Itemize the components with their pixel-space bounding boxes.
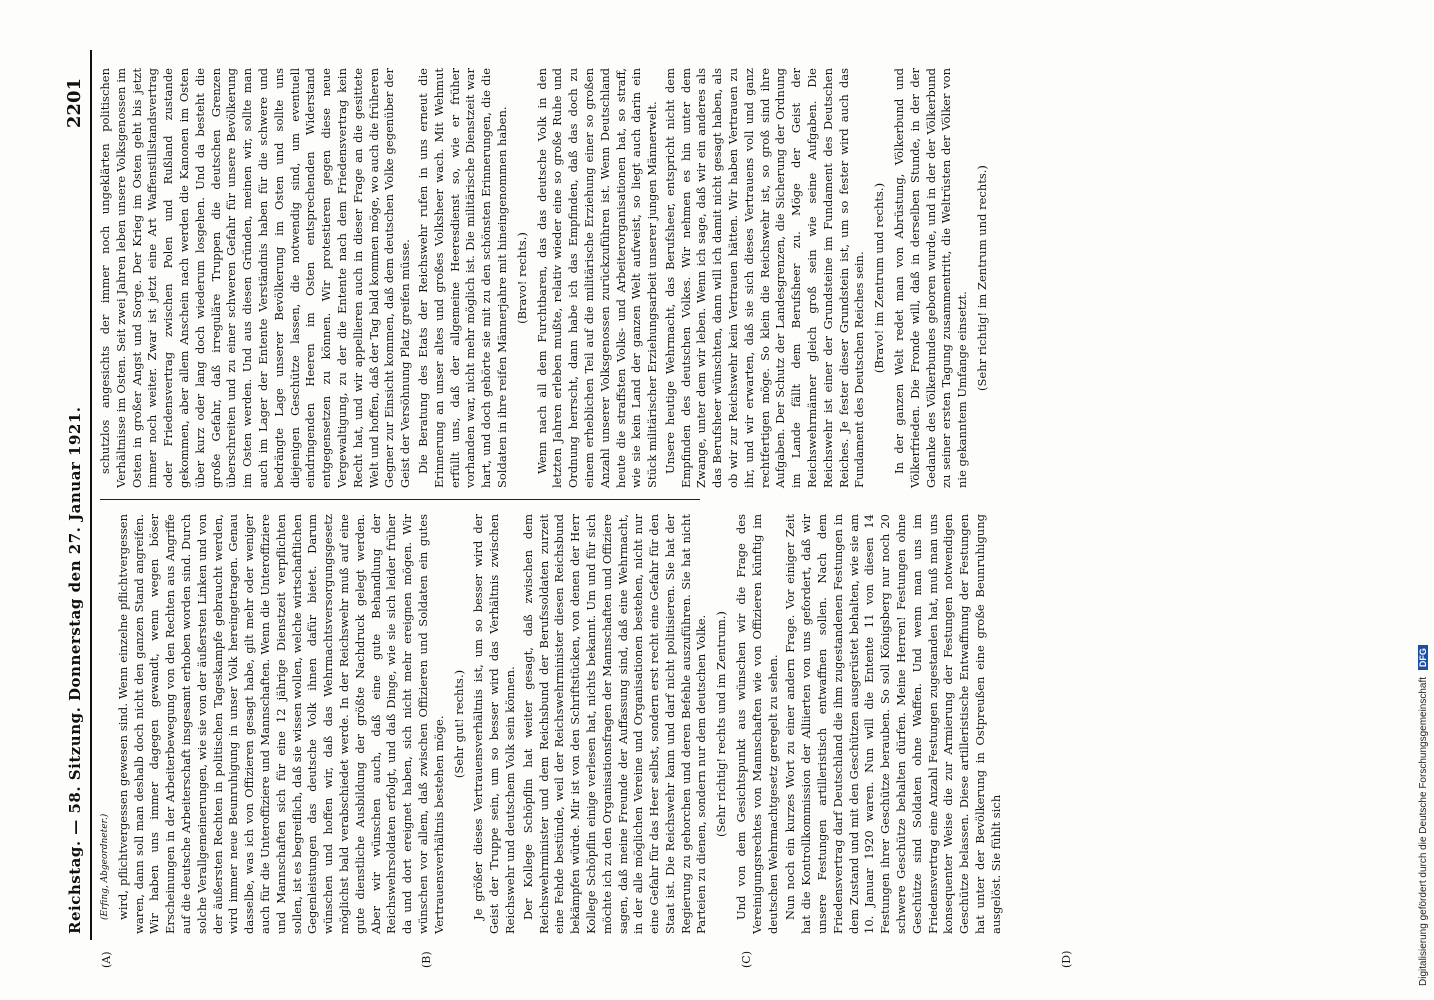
- paragraph: wird, pflichtvergessen gewesen sind. Wenn einzelne pflichtvergessen waren, dann soll man deshalb doch nicht den ganzen Stand angreifen. Wir haben uns immer dagegen gewandt, wenn wegen böser Erscheinungen in der Arbeiterbewegung von den Rechten aus Angriffe auf die deutsche Arbeiterschaft insgesamt erhoben worden sind. Durch solche Verallgemeinerungen, wie sie von der äußersten Linken und von der äußersten Rechten in politischen Tageskampfe gebraucht werden, wird immer neue Beunruhigung in unser Volk hereingetragen. Genau dasselbe, was ich von Offizieren gesagt habe, gilt mehr oder weniger auch für die Unteroffiziere und Mannschaften. Wenn die Unteroffiziere und Mannschaften sich für eine 12 jährige Dienstzeit verpflichten sollen, ist es begreiflich, daß sie wissen wollen, welche wirtschaftlichen Gegenleistungen das deutsche Volk ihnen dafür bietet. Darum wünschen und hoffen wir, daß das Wehrmachtsversorgungsgesetz möglichst bald verabschiedet werde. In der Reichswehr muß auf eine gute dienstliche Ausbildung der größte Nachdruck gelegt werden. Aber wir wünschen auch, daß eine gute Behandlung der Reichswehrsoldaten erfolgt, und daß Dinge, wie sie sich leider früher da und dort ereignet haben, sich nicht mehr ereignen mögen. Wir wünschen vor allem, daß zwischen Offizieren und Soldaten ein gutes Vertrauensverhältnis bestehen möge.: [115, 514, 446, 934]
- paragraph: Wenn nach all dem Furchtbaren, das das deutsche Volk in den letzten Jahren erleben mußte, relativ wieder eine so große Ruhe und Ordnung herrscht, dann habe ich das Empfinden, daß das doch zu einem erheblichen Teil auf die militärische Erziehung einer so großen Anzahl unserer Volksgenossen zurückzuführen ist. Wenn Deutschland heute die straffsten Volks- und Arbeiterorganisationen hat, so straff, wie sie kein Land der ganzen Welt aufweist, so liegt auch darin ein Stück militärischer Erziehungsarbeit unserer jungen Männerwelt.: [534, 68, 660, 488]
- paragraph: Je größer dieses Vertrauensverhältnis ist, um so besser wird der Geist der Truppe sein, um so besser wird das Verhältnis zwischen Reichswehr und deutschem Volk sein können.: [471, 514, 517, 934]
- paragraph: Unsere heutige Wehrmacht, das Berufsheer, entspricht nicht dem Empfinden des deutschen Volkes. Wir nehmen es hin unter dem Zwange, unter dem wir leben. Wenn ich sage, daß wir ein anderes als das Berufsheer wünschten, dann will ich damit nicht gesagt haben, als ob wir zur Reichswehr kein Vertrauen hätten. Wir haben Vertrauen zu ihr, und wir erwarten, daß sie sich dieses Vertrauens voll und ganz rechtfertigen möge. So klein die Reichswehr ist, so groß sind ihre Aufgaben. Der Schutz der Landesgrenzen, die Sicherung der Ordnung im Lande fällt dem Berufsheer zu. Möge der Geist der Reichswehrmänner gleich groß sein wie seine Aufgaben. Die Reichswehr ist einer der Grundsteine im Fundament des Deutschen Reiches. Je fester dieser Grundstein ist, um so fester wird auch das Fundament des Deutschen Reiches sein.: [662, 68, 867, 488]
- paragraph: Und von dem Gesichtspunkt aus wünschen wir die Frage des Vereinigungsrechtes von Mannschaften wie von Offizieren künftig im deutschen Wehrmachtgesetz geregelt zu sehen.: [734, 514, 780, 934]
- interjection: (Sehr richtig! im Zentrum und rechts.): [975, 165, 990, 391]
- paragraph: In der ganzen Welt redet man von Abrüstung, Völkerbund und Völkerfrieden. Die Fronde will, daß in derselben Stunde, in der der Gedanke des Völkerbundes geboren wurde, und in der der Völkerbund zu seiner ersten Tagung zusammentritt, die Weltrüsten der Völker von nie gekanntem Umfange einsetzt.: [892, 68, 970, 488]
- margin-marker-c: (C): [740, 951, 753, 968]
- header-rule: [90, 50, 92, 940]
- paragraph: Der Kollege Schöpflin hat weiter gesagt, daß zwischen dem Reichswehrminister und dem Reichsbund der Berufssoldaten zurzeit eine Fehde bestünde, weil der Reichswehrminister diesen Reichsbund bekämpfen würde. Mir ist von den Schriftstücken, von denen der Herr Kollege Schöpflin einige verlesen hat, nichts bekannt. Um und für sich möchte ich zu den Organisationsfragen der Mannschaften und Offiziere sagen, daß meine Freunde der Auffassung sind, daß eine Wehrmacht, in der alle möglichen Vereine und Organisationen bestehen, nicht nur eine Gefahr für das Heer selbst, sondern erst recht eine Gefahr für den Staat ist. Die Reichswehr kann und darf nicht politisieren. Sie hat der Regierung zu gehorchen und deren Befehle auszuführen. Sie hat nicht Parteien zu dienen, sondern nur dem deutschen Volke.: [520, 514, 709, 934]
- margin-marker-d: (D): [1060, 950, 1073, 968]
- rotated-page-content: [60, 50, 1360, 968]
- paragraph: schutzlos angesichts der immer noch ungeklärten politischen Verhältnisse im Osten. Seit zwei Jahren leben unsere Volksgenossen im Osten in großer Angst und Sorge. Der Krieg im Osten geht bis jetzt immer noch weiter. Zwar ist jetzt eine Art Waffenstillstandsvertrag oder Friedensvertrag zwischen Polen und Rußland zustande gekommen, aber allem Anschein nach werden die Kanonen im Osten über kurz oder lang doch wiederum losgehen. Und da besteht die große Gefahr, daß irreguläre Truppen die deutschen Grenzen überschreiten und zu einer schweren Gefahr für unsere Bevölkerung im Osten werden. Und aus diesen Gründen, meinen wir, sollte man auch im Lager der Entente Verständnis haben für die schwere und bedrängte Lage unserer Bevölkerung im Osten und sollte uns diejenigen Geschütze lassen, die notwendig sind, um eventuell eindringenden Heeren im Osten entsprechenden Widerstand entgegensetzen zu können. Wir protestieren gegen diese neue Vergewaltigung, zu der die Entente nach dem Friedensvertrag kein Recht hat, und wir appellieren auch in dieser Frage an die gesittete Welt und hoffen, daß der Tag bald kommen möge, wo auch die früheren Gegner zur Einsicht kommen, daß dem deutschen Volke gegenüber der Geist der Versöhnung Platz greifen müsse.: [98, 68, 413, 488]
- margin-marker-a: (A): [100, 951, 113, 968]
- margin-marker-b: (B): [420, 951, 433, 968]
- page-number: 2201: [64, 78, 85, 129]
- text-column-right: [98, 68, 990, 488]
- paragraph: Nun noch ein kurzes Wort zu einer andern Frage. Vor einiger Zeit hat die Kontrollkommission der Alliierten von uns gefordert, daß wir unsere Festungen artilleristisch entwaffnen sollen. Nach dem Friedensvertrag darf Deutschland die ihm zugestandenen Festungen in dem Zustand und mit den Geschützen ausgerüstet behalten, wie sie am 10. Januar 1920 waren. Nun will die Entente 11 von diesen 14 Festungen ihrer Geschütze berauben. So soll Königsberg nur noch 20 schwere Geschütze behalten dürfen. Meine Herren! Festungen ohne Geschütze sind Soldaten ohne Waffen. Und wenn man uns im Friedensvertrag eine Anzahl Festungen zugestanden hat, muß man uns konsequenter Weise die zur Armierung der Festungen notwendigen Geschütze belassen. Diese artilleristische Entwaffnung der Festungen hat unter der Bevölkerung in Ostpreußen eine große Beunruhigung ausgelöst. Sie fühlt sich: [783, 514, 1003, 934]
- dfg-credit: [1418, 6, 1432, 996]
- header-title: Reichstag. — 58. Sitzung. Donnerstag den 27. Januar 1921.: [66, 406, 84, 934]
- funding-note: Digitalisierung gefördert durch die Deutsche Forschungsgemeinschaft: [1418, 676, 1429, 986]
- dfg-logo: DFG: [1418, 645, 1428, 670]
- text-column-left: [98, 514, 1003, 934]
- running-head: (Erfing, Abgeordneter.): [100, 813, 110, 920]
- interjection: (Sehr richtig! rechts und im Zentrum.): [714, 611, 729, 837]
- dfg-credit-text: [1418, 0, 1429, 986]
- paragraph: Die Beratung des Etats der Reichswehr rufen in uns erneut die Erinnerung an unser altes und großes Volksheer wach. Mit Wehmut erfüllt uns, daß der allgemeine Heeresdienst so, wie er früher vorhanden war, nicht mehr möglich ist. Die militärische Dienstzeit war hart, und doch gehörte sie mit zu den schönsten Erinnerungen, die die Soldaten in ihre reifen Männerjahre mit hineingenommen haben.: [415, 68, 509, 488]
- page-header: [60, 50, 94, 940]
- column-divider: [100, 499, 700, 500]
- interjection: (Bravo! rechts.): [514, 232, 529, 324]
- interjection: (Sehr gut! rechts.): [451, 669, 466, 779]
- interjection: (Bravo! im Zentrum und rechts.): [872, 182, 887, 374]
